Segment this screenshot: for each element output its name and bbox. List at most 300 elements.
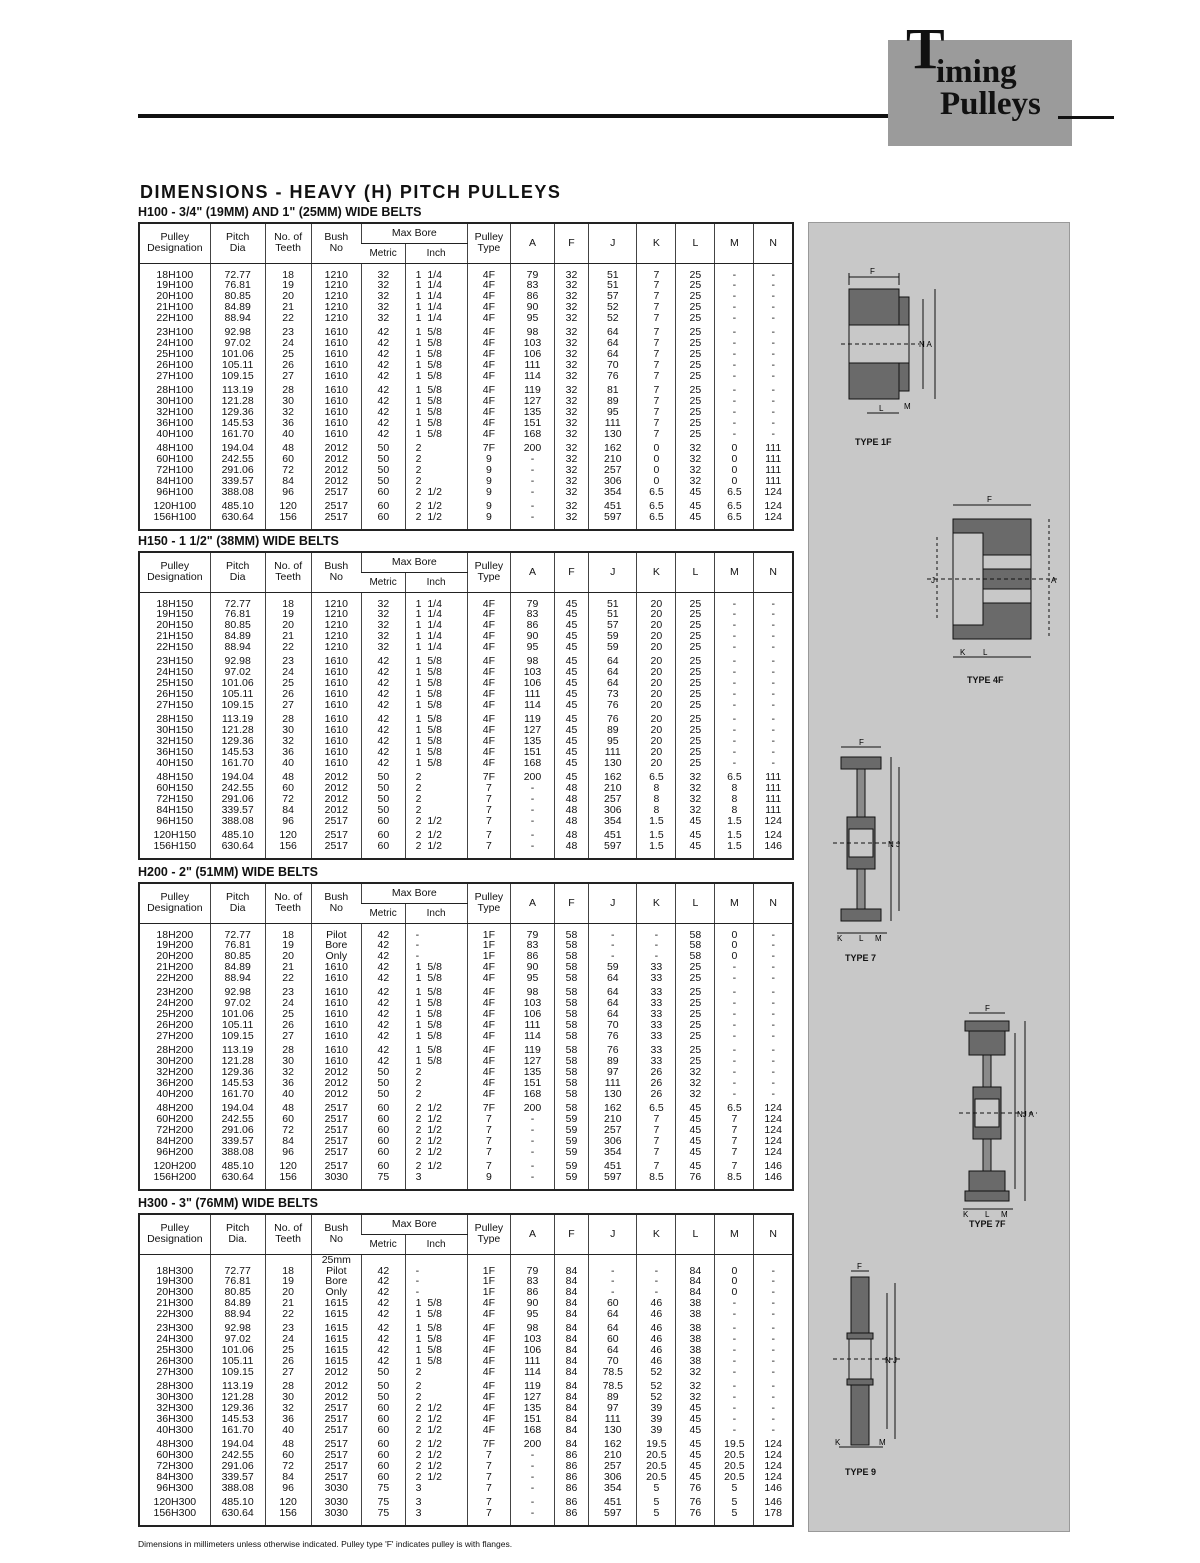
cell-M: 5	[715, 1483, 754, 1494]
cell-N: -	[754, 360, 793, 371]
cell-A: 114	[511, 371, 555, 382]
cell-L: 45	[676, 1114, 715, 1125]
cell-F: 45	[554, 667, 588, 678]
cell-F: 45	[554, 758, 588, 769]
svg-text:K: K	[835, 1438, 841, 1447]
cell-bush: 1610	[311, 736, 361, 747]
cell-F: 32	[554, 407, 588, 418]
cell-designation: 84H300	[156, 1471, 194, 1483]
col-header-k: K	[637, 223, 676, 263]
cell-inch: -	[405, 951, 467, 962]
col-header-max-bore: Max Bore	[362, 883, 468, 903]
table-row	[139, 609, 793, 620]
cell-F: 84	[554, 1309, 588, 1320]
table-row	[139, 476, 793, 487]
cell-L: 32	[676, 465, 715, 476]
cell-L: 45	[676, 1435, 715, 1450]
cell-inch: 1 5/8	[405, 407, 467, 418]
cell-metric: 60	[362, 816, 406, 827]
cell-A: 127	[511, 1056, 555, 1067]
cell-J: 76	[589, 710, 637, 725]
cell-A: 151	[511, 1078, 555, 1089]
cell-pitch: 80.85	[210, 951, 265, 962]
table-row	[139, 1334, 793, 1345]
cell-A: 79	[511, 930, 555, 941]
cell-N: -	[754, 1031, 793, 1042]
col-header-bush: Bush No	[311, 552, 361, 592]
cell-N: -	[754, 998, 793, 1009]
cell-metric: 75	[362, 1483, 406, 1494]
table-row	[139, 1392, 793, 1403]
cell-J: 354	[589, 1483, 637, 1494]
cell-pitch: 194.04	[210, 1099, 265, 1114]
cell-M: -	[715, 407, 754, 418]
cell-N: -	[754, 1414, 793, 1425]
cell-L: 45	[676, 1472, 715, 1483]
cell-inch: 1 5/8	[405, 371, 467, 382]
cell-N: 124	[754, 826, 793, 841]
cell-A: 83	[511, 280, 555, 291]
cell-J: 306	[589, 1472, 637, 1483]
table-spacer-cell	[210, 852, 265, 859]
cell-inch: 1 5/8	[405, 973, 467, 984]
cell-A: 95	[511, 1309, 555, 1320]
page-title: DIMENSIONS - HEAVY (H) PITCH PULLEYS	[140, 182, 562, 202]
cell-designation: 27H150	[156, 699, 194, 711]
cell-F: 58	[554, 998, 588, 1009]
cell-N: -	[754, 429, 793, 440]
cell-K: 20	[637, 631, 676, 642]
table-spacer-cell	[210, 1254, 265, 1266]
cell-N: -	[754, 1403, 793, 1414]
cell-pitch: 121.28	[210, 1392, 265, 1403]
cell-M: -	[715, 599, 754, 610]
cell-bush: 1610	[311, 429, 361, 440]
cell-M: -	[715, 678, 754, 689]
cell-K: 0	[637, 454, 676, 465]
cell-pitch: 88.94	[210, 642, 265, 653]
cell-A: 127	[511, 396, 555, 407]
cell-A: 103	[511, 1334, 555, 1345]
col-header-max-bore: Max Bore	[362, 223, 468, 243]
cell-J: 76	[589, 371, 637, 382]
cell-pitch: 388.08	[210, 487, 265, 498]
cell-L: 25	[676, 381, 715, 396]
cell-pitch: 194.04	[210, 1435, 265, 1450]
cell-F: 32	[554, 280, 588, 291]
cell-inch: 1 5/8	[405, 1345, 467, 1356]
cell-bush: 2012	[311, 439, 361, 454]
cell-bush: 1610	[311, 998, 361, 1009]
cell-F: 59	[554, 1172, 588, 1183]
cell-K: 26	[637, 1067, 676, 1078]
cell-M: -	[715, 291, 754, 302]
cell-teeth: 24	[265, 1334, 311, 1345]
cell-M: -	[715, 736, 754, 747]
cell-N: -	[754, 1020, 793, 1031]
cell-metric: 42	[362, 1334, 406, 1345]
col-header-l: L	[676, 552, 715, 592]
cell-N: 146	[754, 1172, 793, 1183]
table-row	[139, 599, 793, 610]
cell-bush: 1610	[311, 983, 361, 998]
cell-L: 84	[676, 1287, 715, 1298]
col-header-n: N	[754, 1214, 793, 1254]
cell-N: -	[754, 291, 793, 302]
cell-K: 46	[637, 1356, 676, 1367]
cell-M: 6.5	[715, 1099, 754, 1114]
table-row	[139, 1472, 793, 1483]
cell-J: 162	[589, 1099, 637, 1114]
cell-type: 4F	[467, 1031, 511, 1042]
cell-type: 7	[467, 1114, 511, 1125]
cell-K: 7	[637, 323, 676, 338]
cell-metric: 42	[362, 1345, 406, 1356]
cell-M: -	[715, 349, 754, 360]
cell-K: 0	[637, 476, 676, 487]
cell-K: -	[637, 1266, 676, 1277]
cell-designation: 156H150	[153, 841, 197, 853]
table-row	[139, 465, 793, 476]
cell-A: 79	[511, 270, 555, 281]
cell-J: -	[589, 1287, 637, 1298]
svg-text:F: F	[870, 267, 875, 276]
cell-N: -	[754, 983, 793, 998]
cell-A: 86	[511, 951, 555, 962]
cell-metric: 75	[362, 1508, 406, 1519]
cell-teeth: 26	[265, 1020, 311, 1031]
cell-designation: 32H200	[156, 1067, 194, 1078]
cell-type: 7	[467, 1461, 511, 1472]
cell-J: 64	[589, 998, 637, 1009]
cell-M: -	[715, 1319, 754, 1334]
cell-bush: 2517	[311, 1136, 361, 1147]
cell-designation: 32H100	[156, 407, 194, 418]
cell-M: -	[715, 418, 754, 429]
table-row	[139, 983, 793, 998]
cell-designation: 24H200	[156, 998, 194, 1010]
cell-F: 58	[554, 973, 588, 984]
cell-N: -	[754, 678, 793, 689]
cell-type: 4F	[467, 962, 511, 973]
cell-type: 7F	[467, 1435, 511, 1450]
table-row	[139, 1009, 793, 1020]
cell-metric: 42	[362, 973, 406, 984]
cell-teeth: 23	[265, 1319, 311, 1334]
cell-K: 20	[637, 652, 676, 667]
cell-pitch: 84.89	[210, 631, 265, 642]
table-row	[139, 678, 793, 689]
cell-pitch: 72.77	[210, 270, 265, 281]
cell-M: 6.5	[715, 497, 754, 512]
table-spacer-cell	[467, 523, 511, 530]
cell-pitch: 161.70	[210, 758, 265, 769]
col-header-j: J	[589, 223, 637, 263]
cell-pitch: 101.06	[210, 349, 265, 360]
cell-pitch: 88.94	[210, 973, 265, 984]
cell-pitch: 485.10	[210, 1157, 265, 1172]
cell-K: 7	[637, 371, 676, 382]
table-row	[139, 349, 793, 360]
cell-pitch: 339.57	[210, 476, 265, 487]
table-row	[139, 710, 793, 725]
cell-K: 6.5	[637, 512, 676, 523]
cell-A: 83	[511, 609, 555, 620]
cell-designation: 84H100	[156, 475, 194, 487]
cell-M: -	[715, 700, 754, 711]
cell-M: -	[715, 1367, 754, 1378]
cell-N: -	[754, 930, 793, 941]
cell-pitch: 105.11	[210, 360, 265, 371]
cell-M: -	[715, 1041, 754, 1056]
header-rule	[138, 114, 890, 118]
cell-L: 45	[676, 1403, 715, 1414]
cell-type: 4F	[467, 1319, 511, 1334]
cell-teeth: 60	[265, 783, 311, 794]
cell-A: 200	[511, 1435, 555, 1450]
cell-pitch: 485.10	[210, 1493, 265, 1508]
cell-type: 4F	[467, 678, 511, 689]
cell-metric: 42	[362, 338, 406, 349]
cell-A: -	[511, 1172, 555, 1183]
cell-L: 25	[676, 962, 715, 973]
cell-F: 58	[554, 1067, 588, 1078]
cell-teeth: 28	[265, 710, 311, 725]
cell-F: 32	[554, 302, 588, 313]
cell-N: -	[754, 1041, 793, 1056]
cell-N: -	[754, 951, 793, 962]
cell-M: -	[715, 1009, 754, 1020]
cell-F: 45	[554, 689, 588, 700]
cell-J: 81	[589, 381, 637, 396]
cell-pitch: 101.06	[210, 1345, 265, 1356]
table-spacer-cell	[554, 1254, 588, 1266]
cell-K: 7	[637, 313, 676, 324]
cell-J: 451	[589, 1157, 637, 1172]
cell-J: 59	[589, 642, 637, 653]
cell-metric: 60	[362, 1403, 406, 1414]
type-4f-diagram	[927, 493, 1067, 673]
table-row	[139, 1114, 793, 1125]
cell-K: 7	[637, 1136, 676, 1147]
cell-M: 1.5	[715, 841, 754, 852]
table-spacer-cell	[754, 523, 793, 530]
cell-K: 20	[637, 758, 676, 769]
cell-designation: 60H150	[156, 783, 194, 795]
cell-designation: 30H300	[156, 1392, 194, 1404]
cell-bush: 2012	[311, 794, 361, 805]
pulley-type-diagrams-panel	[808, 222, 1070, 1532]
cell-teeth: 84	[265, 805, 311, 816]
cell-F: 45	[554, 747, 588, 758]
cell-A: 119	[511, 381, 555, 396]
cell-designation: 40H150	[156, 757, 194, 769]
cell-M: 8	[715, 805, 754, 816]
cell-M: -	[715, 620, 754, 631]
cell-teeth: 84	[265, 1472, 311, 1483]
svg-text:K: K	[837, 934, 843, 943]
cell-L: 45	[676, 1414, 715, 1425]
cell-type: 4F	[467, 360, 511, 371]
cell-type: 4F	[467, 1078, 511, 1089]
cell-A: -	[511, 1461, 555, 1472]
table-spacer-cell	[676, 1254, 715, 1266]
cell-K: 0	[637, 439, 676, 454]
table-spacer-cell	[362, 852, 406, 859]
svg-text:M: M	[875, 934, 882, 943]
cell-designation: 26H300	[156, 1355, 194, 1367]
cell-metric: 60	[362, 1157, 406, 1172]
cell-N: -	[754, 940, 793, 951]
cell-teeth: 30	[265, 1056, 311, 1067]
cell-J: 73	[589, 689, 637, 700]
table-spacer-cell	[311, 1183, 361, 1190]
cell-type: 7	[467, 826, 511, 841]
cell-L: 45	[676, 1425, 715, 1436]
cell-N: -	[754, 396, 793, 407]
cell-N: 111	[754, 805, 793, 816]
cell-F: 84	[554, 1276, 588, 1287]
cell-designation: 48H300	[156, 1438, 194, 1451]
cell-A: 103	[511, 338, 555, 349]
cell-designation: 21H300	[156, 1297, 194, 1309]
cell-teeth: 22	[265, 973, 311, 984]
cell-designation: 96H200	[156, 1146, 194, 1158]
col-header-designation: Pulley Designation	[139, 552, 210, 592]
cell-type: 4F	[467, 973, 511, 984]
cell-M: 6.5	[715, 512, 754, 523]
cell-metric: 60	[362, 1136, 406, 1147]
cell-N: 124	[754, 1450, 793, 1461]
cell-pitch: 630.64	[210, 1508, 265, 1519]
table-row	[139, 487, 793, 498]
cell-K: 20	[637, 620, 676, 631]
cell-teeth: 84	[265, 1136, 311, 1147]
table-spacer-cell	[362, 523, 406, 530]
cell-J: 111	[589, 1414, 637, 1425]
table-spacer-cell	[139, 852, 210, 859]
cell-F: 58	[554, 1031, 588, 1042]
cell-bush: 2517	[311, 512, 361, 523]
cell-teeth: 96	[265, 816, 311, 827]
table-row	[139, 1403, 793, 1414]
cell-designation: 96H100	[156, 486, 194, 498]
cell-N: -	[754, 1356, 793, 1367]
cell-A: -	[511, 1136, 555, 1147]
cell-K: 46	[637, 1298, 676, 1309]
cell-bush: 1610	[311, 381, 361, 396]
cell-L: 32	[676, 1392, 715, 1403]
cell-J: 64	[589, 338, 637, 349]
col-header-designation: Pulley Designation	[139, 883, 210, 923]
table-row	[139, 962, 793, 973]
cell-N: 124	[754, 487, 793, 498]
cell-designation: 60H300	[156, 1450, 194, 1462]
cell-K: 8	[637, 805, 676, 816]
cell-F: 32	[554, 497, 588, 512]
cell-designation: 60H100	[156, 454, 194, 466]
cell-pitch: 339.57	[210, 1136, 265, 1147]
cell-inch: 3	[405, 1483, 467, 1494]
col-header-j: J	[589, 1214, 637, 1254]
cell-pitch: 109.15	[210, 1367, 265, 1378]
cell-J: 597	[589, 841, 637, 852]
table-row	[139, 783, 793, 794]
cell-M: -	[715, 667, 754, 678]
cell-designation: 24H100	[156, 338, 194, 350]
table-row	[139, 951, 793, 962]
cell-M: -	[715, 1403, 754, 1414]
table-spacer-cell	[511, 1183, 555, 1190]
cell-F: 59	[554, 1125, 588, 1136]
cell-L: 32	[676, 1377, 715, 1392]
cell-metric: 50	[362, 1078, 406, 1089]
cell-M: -	[715, 998, 754, 1009]
cell-J: 597	[589, 512, 637, 523]
cell-inch: 2 1/2	[405, 1114, 467, 1125]
cell-designation: 20H300	[156, 1287, 194, 1298]
cell-teeth: 36	[265, 1414, 311, 1425]
cell-bush: 1210	[311, 609, 361, 620]
cell-inch: 1 5/8	[405, 758, 467, 769]
cell-teeth: 72	[265, 1125, 311, 1136]
cell-metric: 42	[362, 381, 406, 396]
cell-A: 98	[511, 652, 555, 667]
cell-J: 130	[589, 429, 637, 440]
cell-inch: 2	[405, 1367, 467, 1378]
cell-F: 84	[554, 1425, 588, 1436]
cell-designation: 24H300	[156, 1334, 194, 1346]
cell-teeth: 32	[265, 407, 311, 418]
table-row	[139, 1136, 793, 1147]
cell-K: 7	[637, 270, 676, 281]
cell-A: 114	[511, 1367, 555, 1378]
cell-L: 25	[676, 429, 715, 440]
table-row	[139, 1483, 793, 1494]
cell-designation: 28H300	[156, 1380, 194, 1393]
table-row	[139, 768, 793, 783]
cell-J: 89	[589, 396, 637, 407]
cell-bush: Bore	[311, 1276, 361, 1287]
type-1f-label: TYPE 1F	[855, 437, 892, 447]
cell-N: -	[754, 280, 793, 291]
cell-pitch: 80.85	[210, 620, 265, 631]
table-row	[139, 313, 793, 324]
cell-pitch: 194.04	[210, 768, 265, 783]
cell-N: -	[754, 418, 793, 429]
cell-metric: 42	[362, 360, 406, 371]
cell-F: 32	[554, 439, 588, 454]
cell-metric: 42	[362, 736, 406, 747]
cell-F: 84	[554, 1298, 588, 1309]
cell-teeth: 32	[265, 736, 311, 747]
cell-N: -	[754, 1345, 793, 1356]
cell-inch: 1 5/8	[405, 700, 467, 711]
cell-M: -	[715, 396, 754, 407]
col-header-inch: Inch	[405, 1234, 467, 1254]
cell-metric: 60	[362, 1425, 406, 1436]
table-row	[139, 805, 793, 816]
cell-N: 124	[754, 1461, 793, 1472]
cell-teeth: 22	[265, 1309, 311, 1320]
cell-N: 111	[754, 465, 793, 476]
cell-L: 25	[676, 620, 715, 631]
cell-inch: 1 5/8	[405, 323, 467, 338]
cell-metric: 50	[362, 783, 406, 794]
cell-type: 4F	[467, 758, 511, 769]
cell-inch: 2 1/2	[405, 1136, 467, 1147]
cell-bush: Pilot	[311, 930, 361, 941]
